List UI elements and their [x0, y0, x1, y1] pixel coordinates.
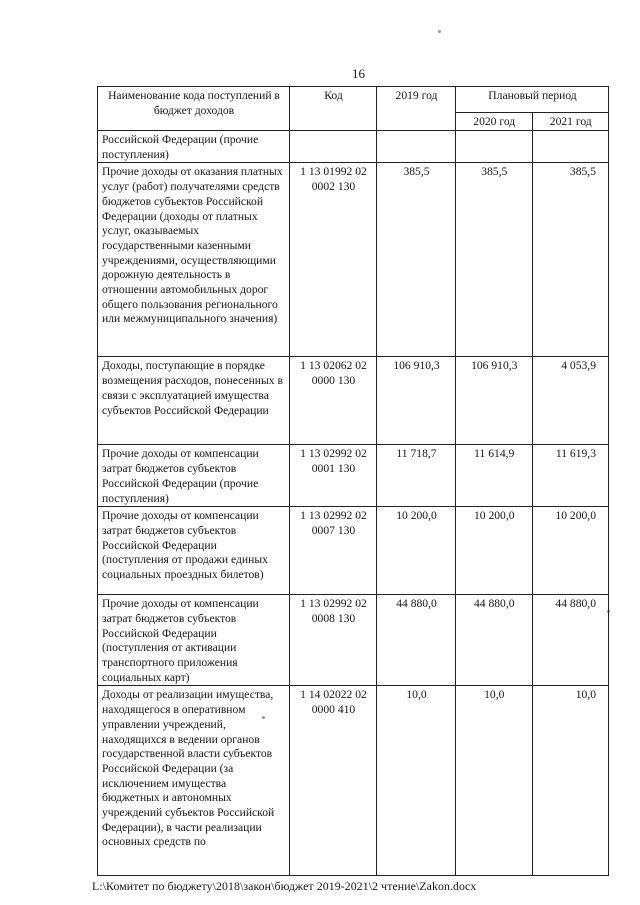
- header-2020: 2020 год: [456, 113, 533, 131]
- row-2021: [532, 131, 609, 163]
- row-2019: 10 200,0: [377, 507, 456, 595]
- row-2019: [377, 131, 456, 163]
- row-2020: 10,0: [456, 686, 533, 876]
- budget-revenue-table: [97, 86, 609, 876]
- row-name: Доходы, поступающие в порядке возмещения расходов, понесенных в связи с эксплуатацией имущества субъектов Российской Федерации: [98, 357, 290, 445]
- row-name: Прочие доходы от компенсации затрат бюджетов субъектов Российской Федерации (прочие поступления): [98, 445, 290, 507]
- row-2019: 44 880,0: [377, 595, 456, 686]
- table-row: [98, 357, 609, 445]
- row-2021: 10 200,0: [532, 507, 609, 595]
- row-2021: 385,5: [532, 163, 609, 357]
- row-code: 1 13 02992 02 0007 130: [290, 507, 377, 595]
- row-2020: [456, 131, 533, 163]
- row-2019: 11 718,7: [377, 445, 456, 507]
- table-row: [98, 445, 609, 507]
- header-code: Код: [290, 87, 377, 131]
- table-row: [98, 686, 609, 876]
- row-2021: 10,0: [532, 686, 609, 876]
- row-2021: 4 053,9: [532, 357, 609, 445]
- row-name: Прочие доходы от компенсации затрат бюджетов субъектов Российской Федерации (поступления от активации транспортного приложения социальных карт): [98, 595, 290, 686]
- table-row: [98, 131, 609, 163]
- row-2019: 10,0: [377, 686, 456, 876]
- row-2020: 10 200,0: [456, 507, 533, 595]
- table-row: [98, 595, 609, 686]
- row-code: 1 14 02022 02 0000 410: [290, 686, 377, 876]
- header-planned-period: Плановый период: [456, 87, 609, 113]
- table-row: [98, 163, 609, 357]
- row-2020: 11 614,9: [456, 445, 533, 507]
- row-name: Прочие доходы от оказания платных услуг (работ) получателями средств бюджетов субъектов Российской Федерации (доходы от платных услуг, оказываемых государственными казенными учреждениями, осуществляющими дорожную деятельность в отношении автомобильных дорог общего пользования регионального или межмуниципального значения): [98, 163, 290, 357]
- row-code: 1 13 02992 02 0008 130: [290, 595, 377, 686]
- row-name: Доходы от реализации имущества, находящегося в оперативном управлении учреждений, находящихся в ведении органов государственной власти субъектов Российской Федерации (за исключением имущества бюджетных и автономных учреждений субъектов Российской Федерации), в части реализации основных средств по: [98, 686, 290, 876]
- page-number: 16: [352, 66, 365, 81]
- row-2021: 11 619,3: [532, 445, 609, 507]
- header-2021: 2021 год: [532, 113, 609, 131]
- row-name: Российской Федерации (прочие поступления): [98, 131, 290, 163]
- footer-file-path: L:\Комитет по бюджету\2018\закон\бюджет 2019-2021\2 чтение\Zakon.docx: [92, 879, 477, 893]
- row-2019: 385,5: [377, 163, 456, 357]
- row-2020: 44 880,0: [456, 595, 533, 686]
- row-code: [290, 131, 377, 163]
- row-code: 1 13 02992 02 0001 130: [290, 445, 377, 507]
- row-2020: 385,5: [456, 163, 533, 357]
- row-name: Прочие доходы от компенсации затрат бюджетов субъектов Российской Федерации (поступления от продажи единых социальных проездных билетов): [98, 507, 290, 595]
- header-name: Наименование кода поступлений в бюджет доходов: [98, 87, 290, 131]
- table-row: [98, 507, 609, 595]
- header-2019: 2019 год: [377, 87, 456, 131]
- row-code: 1 13 02062 02 0000 130: [290, 357, 377, 445]
- row-2020: 106 910,3: [456, 357, 533, 445]
- row-2021: 44 880,0: [532, 595, 609, 686]
- row-code: 1 13 01992 02 0002 130: [290, 163, 377, 357]
- scan-speck: [438, 30, 441, 33]
- row-2019: 106 910,3: [377, 357, 456, 445]
